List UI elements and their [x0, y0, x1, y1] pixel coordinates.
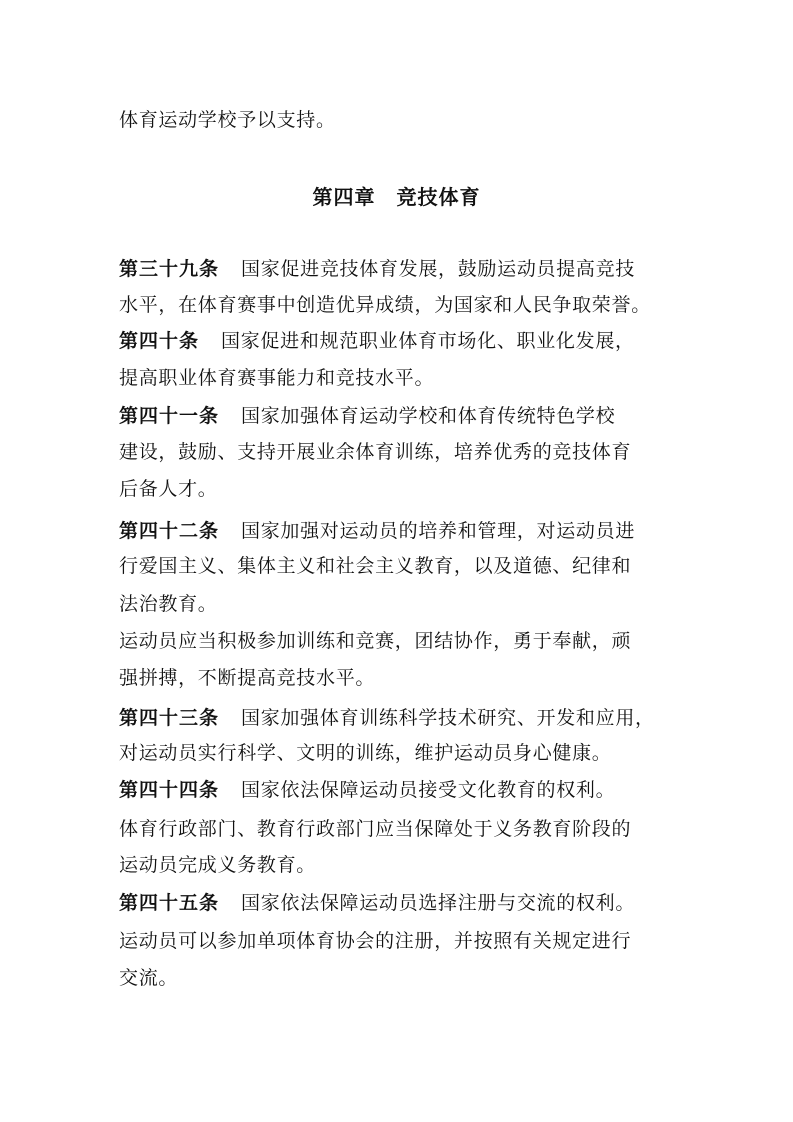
- article-text: 国家加强体育运动学校和体育传统特色学校: [241, 405, 616, 427]
- chapter-heading: 第四章 竞技体育: [312, 185, 481, 209]
- text-line: 对运动员实行科学、文明的训练，维护运动员身心健康。: [119, 742, 612, 764]
- text-line: 强拼搏，不断提高竞技水平。: [119, 667, 376, 689]
- text-line: 建设，鼓励、支持开展业余体育训练，培养优秀的竞技体育: [119, 441, 632, 463]
- text-line: 运动员应当积极参加训练和竞赛，团结协作，勇于奉献，顽: [119, 630, 632, 652]
- article-text: 国家加强对运动员的培养和管理，对运动员进: [241, 520, 636, 542]
- article-40-line-1: [119, 329, 635, 353]
- text-line: 运动员完成义务教育。: [119, 854, 317, 876]
- text-line: 运动员可以参加单项体育协会的注册，并按照有关规定进行: [119, 930, 632, 952]
- article-45-line-1: [119, 891, 635, 915]
- article-text: 国家促进和规范职业体育市场化、职业化发展，: [221, 330, 635, 352]
- article-39-line-1: [119, 257, 635, 281]
- article-text: 国家促进竞技体育发展，鼓励运动员提高竞技: [241, 258, 636, 280]
- article-number: 第四十三条: [119, 707, 220, 729]
- text-line: 法治教育。: [119, 593, 218, 615]
- article-number: 第四十五条: [119, 892, 220, 914]
- text-line: 后备人才。: [119, 478, 218, 500]
- article-number: 第四十二条: [119, 520, 220, 542]
- article-number: 第四十条: [119, 330, 200, 352]
- text-line: 提高职业体育赛事能力和竞技水平。: [119, 367, 435, 389]
- article-44-line-1: [119, 778, 615, 802]
- text-line: 体育运动学校予以支持。: [119, 109, 336, 131]
- article-43-line-1: [119, 706, 655, 730]
- article-number: 第四十四条: [119, 779, 220, 801]
- article-41-line-1: [119, 404, 615, 428]
- article-number: 第四十一条: [119, 405, 220, 427]
- text-line: 体育行政部门、教育行政部门应当保障处于义务教育阶段的: [119, 818, 632, 840]
- article-text: 国家依法保障运动员接受文化教育的权利。: [241, 779, 616, 801]
- article-42-line-1: [119, 519, 635, 543]
- article-text: 国家依法保障运动员选择注册与交流的权利。: [241, 892, 636, 914]
- text-line: 水平，在体育赛事中创造优异成绩，为国家和人民争取荣誉。: [119, 294, 651, 316]
- article-text: 国家加强体育训练科学技术研究、开发和应用，: [241, 707, 655, 729]
- article-number: 第三十九条: [119, 258, 220, 280]
- text-line: 交流。: [119, 967, 179, 989]
- text-line: 行爱国主义、集体主义和社会主义教育，以及道德、纪律和: [119, 555, 632, 577]
